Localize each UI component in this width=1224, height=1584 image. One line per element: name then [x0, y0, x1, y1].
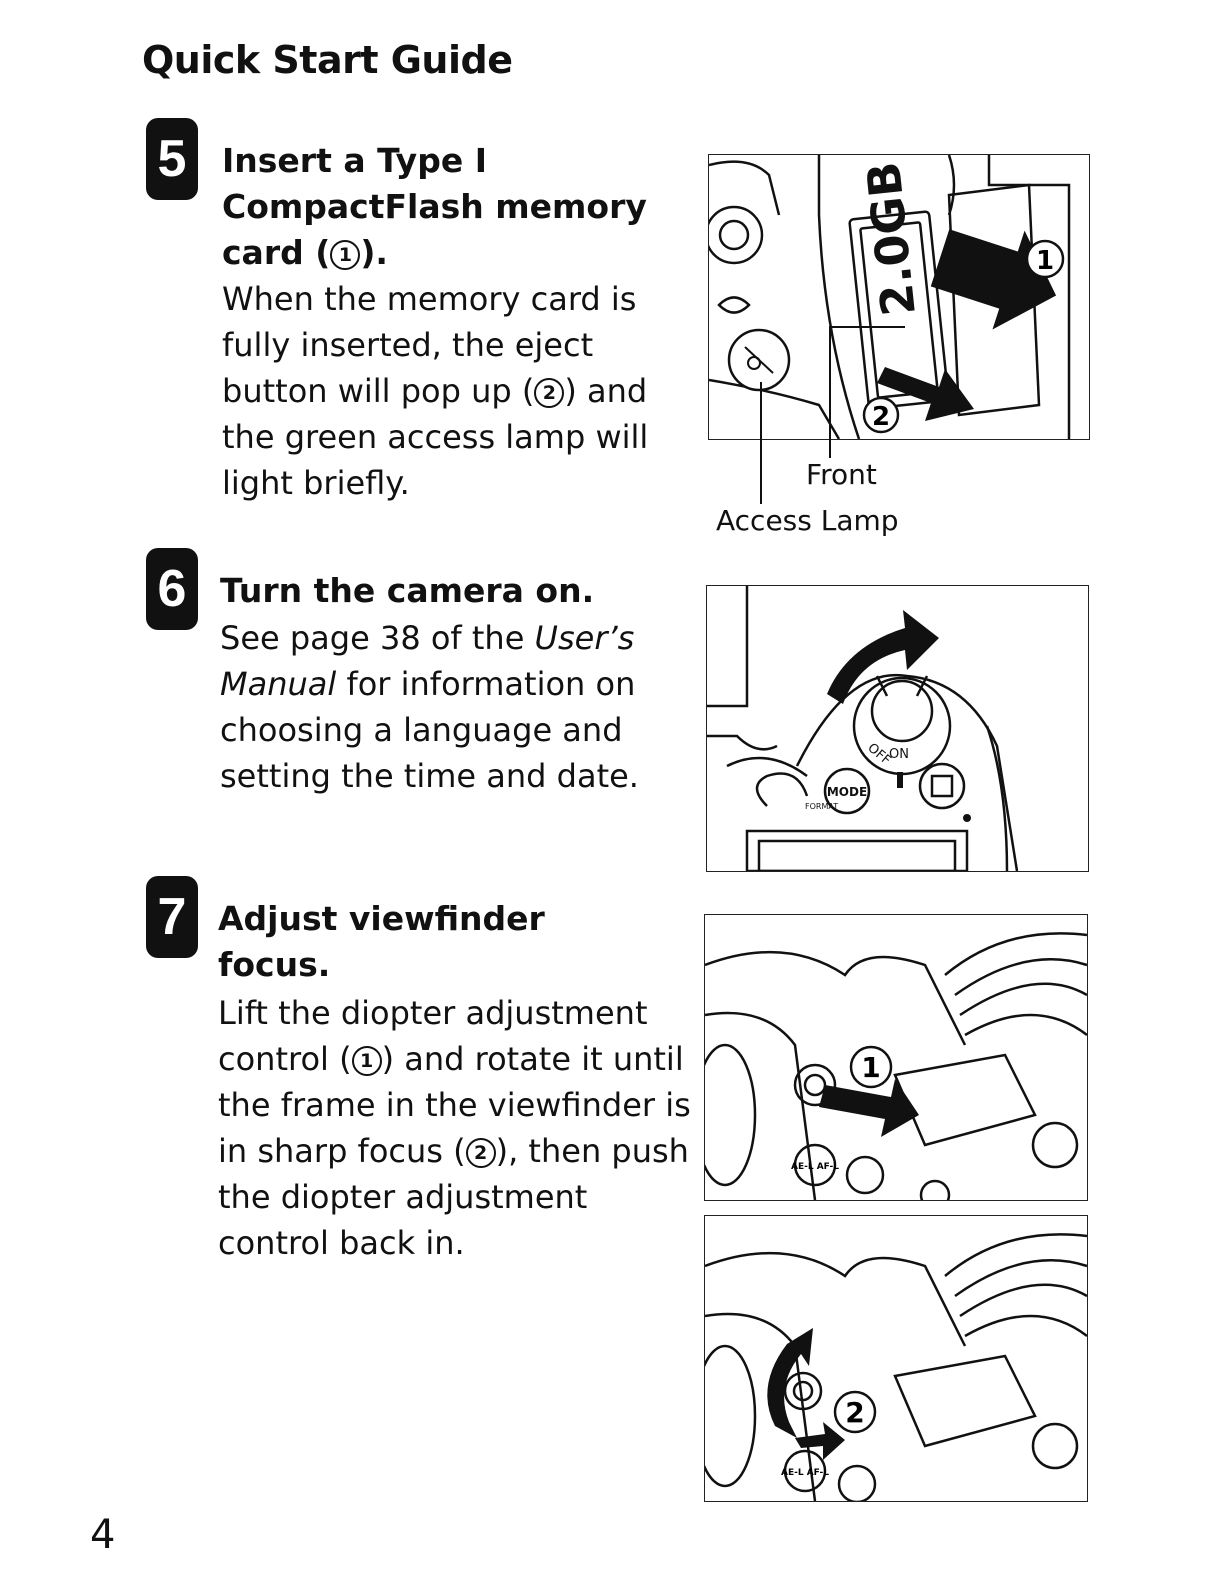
step-7-body-text: ) and rotate it until [381, 1040, 684, 1078]
ae-af-lock-label: AE-L AF-L [780, 1468, 830, 1478]
step-7-body-line: control back in. [218, 1224, 465, 1262]
page-number: 4 [90, 1512, 116, 1558]
step-5-heading-end: ). [360, 233, 388, 272]
step-7-body-text: in sharp focus ( [218, 1132, 466, 1170]
diopter-lift-illustration [704, 914, 1088, 1201]
step-7-heading-line: focus. [218, 945, 331, 984]
figure-marker-2: 2 [871, 402, 891, 432]
step-6-body-line [220, 615, 639, 661]
step-6-body-line [220, 661, 639, 707]
callout-access-lamp: Access Lamp [716, 504, 899, 537]
memory-card-illustration [708, 154, 1090, 440]
step-6-body-text: See page 38 of the [220, 619, 535, 657]
power-switch-drawing [707, 586, 1088, 871]
push-in-arrow-icon [795, 1422, 845, 1460]
step-5-heading [222, 138, 662, 276]
marker-1-icon: 1 [352, 1046, 382, 1076]
step-5-heading-line: Insert a Type I [222, 141, 487, 180]
step-6-heading: Turn the camera on. [220, 571, 595, 610]
step-7-heading-line: Adjust viewfinder [218, 899, 545, 938]
step-5-body-line: the green access lamp will [222, 418, 649, 456]
step-5-body-line: fully inserted, the eject [222, 326, 594, 364]
figure-7a-marker: 1 [861, 1051, 881, 1084]
card-capacity-label: 2.0GB [856, 159, 926, 319]
format-label: FORMAT [805, 802, 839, 811]
figure-marker-1: 1 [1035, 246, 1055, 276]
step-5-body-text: ) and [564, 372, 648, 410]
step-5-body-line [222, 368, 648, 414]
marker-2-icon: 2 [534, 378, 564, 408]
marker-2-icon: 2 [466, 1138, 496, 1168]
step-6-body-line: choosing a language and [220, 711, 623, 749]
step-7-body-text: ), then push [495, 1132, 689, 1170]
step-5-badge: 5 [146, 118, 198, 200]
callout-front: Front [806, 458, 877, 491]
diopter-lift-drawing [705, 915, 1087, 1200]
memory-card-drawing [709, 155, 1089, 439]
step-7-body [218, 990, 691, 1266]
step-6-body-text: for information on [336, 665, 636, 703]
step-7-body-line: the frame in the viewfinder is [218, 1086, 691, 1124]
callout-line-lamp [760, 382, 762, 504]
step-5-body-line: When the memory card is [222, 280, 637, 318]
figure-7b-marker: 2 [845, 1396, 865, 1429]
step-5-heading-line: CompactFlash memory [222, 187, 647, 226]
power-switch-illustration [706, 585, 1089, 872]
diopter-rotate-drawing [705, 1216, 1087, 1501]
step-5-heading-text: card ( [222, 233, 331, 272]
step-6-body [220, 615, 639, 799]
step-5-heading-line [222, 230, 662, 276]
switch-on-label: ON [889, 747, 909, 762]
marker-1-icon: 1 [330, 240, 360, 270]
callout-line-front [829, 326, 831, 458]
step-5-body-line: light briefly. [222, 464, 410, 502]
step-7-body-text: control ( [218, 1040, 352, 1078]
page-title: Quick Start Guide [142, 38, 513, 82]
step-6-body-line: setting the time and date. [220, 757, 639, 795]
manual-title-part: Manual [220, 665, 337, 703]
step-7-body-line: the diopter adjustment [218, 1178, 588, 1216]
step-7-body-line: Lift the diopter adjustment [218, 994, 648, 1032]
step-5-body-text: button will pop up ( [222, 372, 535, 410]
step-7-heading [218, 896, 658, 988]
step-7-badge: 7 [146, 876, 198, 958]
step-7-body-line [218, 1036, 691, 1082]
step-7-body-line [218, 1128, 691, 1174]
diopter-rotate-illustration [704, 1215, 1088, 1502]
manual-title-part: User’s [534, 619, 635, 657]
switch-off-label: OFF [864, 740, 894, 769]
exposure-comp-icon [932, 776, 952, 796]
mode-button-label: MODE [826, 785, 868, 799]
step-5-body [222, 276, 648, 506]
step-6-badge: 6 [146, 548, 198, 630]
ae-af-lock-label: AE-L AF-L [790, 1162, 840, 1172]
